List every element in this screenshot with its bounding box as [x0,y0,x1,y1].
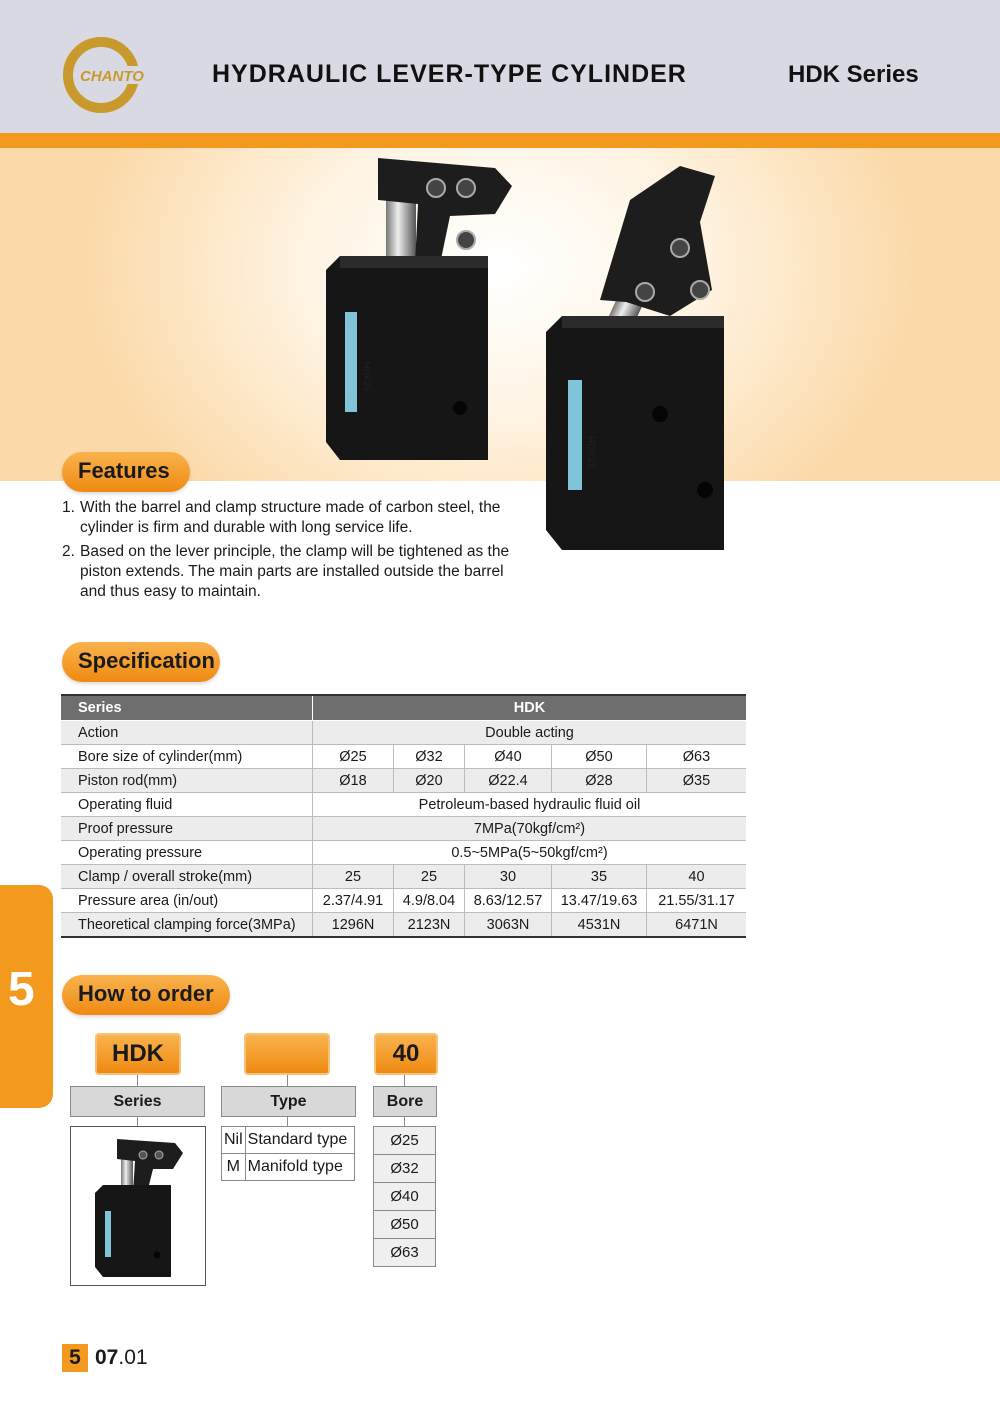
connector-line [287,1075,288,1086]
spec-cell: 21.55/31.17 [647,889,747,913]
bore-option: Ø50 [374,1211,436,1239]
features-heading-pill [62,452,190,492]
spec-row-fluid [61,793,746,817]
spec-row-stroke [61,865,746,889]
spec-row-operating [61,841,746,865]
spec-row-force [61,913,746,938]
spec-cell: Ø28 [552,769,647,793]
hdk32-label: HDK32 [585,436,596,469]
spec-row-label: Operating pressure [61,841,313,865]
type-name: Manifold type [245,1154,354,1181]
connector-line [404,1117,405,1126]
series-label: Series [70,1086,205,1117]
spec-row-label: Operating fluid [61,793,313,817]
type-option-row [222,1154,355,1181]
spec-row-label: Proof pressure [61,817,313,841]
order-heading: How to order [78,981,214,1006]
spec-row-rod [61,769,746,793]
spec-cell: 7MPa(70kgf/cm²) [313,817,747,841]
features-heading: Features [78,458,170,483]
spec-header-value: HDK [313,695,747,721]
type-option-row [222,1127,355,1154]
spec-row-label: Clamp / overall stroke(mm) [61,865,313,889]
spec-cell: Ø35 [647,769,747,793]
spec-row-area [61,889,746,913]
order-heading-pill [62,975,230,1015]
type-code: M [222,1154,246,1181]
spec-cell: Ø32 [394,745,465,769]
bore-option: Ø32 [374,1155,436,1183]
spec-cell: Ø63 [647,745,747,769]
feature-item [62,542,532,602]
connector-line [404,1075,405,1086]
spec-header-row [61,695,746,721]
bore-option: Ø25 [374,1127,436,1155]
hdk32-product-image [540,160,730,554]
type-code: Nil [222,1127,246,1154]
spec-cell: 13.47/19.63 [552,889,647,913]
spec-cell: Ø22.4 [465,769,552,793]
hdk-thumbnail-image [71,1127,205,1285]
spec-cell: 6471N [647,913,747,938]
page-number-major: 07 [95,1346,119,1369]
features-list [62,498,532,606]
header-accent-bar [0,133,1000,148]
spec-cell: 4531N [552,913,647,938]
spec-cell: Ø40 [465,745,552,769]
page-header [0,0,1000,133]
feature-number: 1. [62,499,75,516]
connector-line [137,1117,138,1126]
bore-options-table [373,1126,436,1267]
hdk25-label: HDK25 [362,362,372,392]
spec-cell: 40 [647,865,747,889]
spec-row-proof [61,817,746,841]
specification-heading: Specification [78,648,215,673]
spec-row-action [61,721,746,745]
spec-row-label: Pressure area (in/out) [61,889,313,913]
feature-number: 2. [62,543,75,560]
type-options-table [221,1126,355,1181]
bore-option: Ø40 [374,1183,436,1211]
spec-row-bore [61,745,746,769]
spec-cell: Double acting [313,721,747,745]
page-chapter-box: 5 [62,1344,88,1372]
spec-cell: 3063N [465,913,552,938]
spec-cell: 2123N [394,913,465,938]
chanto-logo-icon [62,36,192,114]
spec-cell: Ø20 [394,769,465,793]
page-title: HYDRAULIC LEVER-TYPE CYLINDER [212,60,687,88]
specification-heading-pill [62,642,220,682]
spec-row-label: Piston rod(mm) [61,769,313,793]
feature-text: Based on the lever principle, the clamp will be tightened as the piston extends. The main parts are installed outside the barrel and thus easy to maintain. [80,543,510,600]
series-product-thumbnail [70,1126,206,1286]
bore-code-box: 40 [374,1033,438,1075]
connector-line [287,1117,288,1126]
bore-option: Ø63 [374,1239,436,1267]
spec-cell: 30 [465,865,552,889]
type-name: Standard type [245,1127,354,1154]
hdk25-product-image [320,152,520,464]
spec-header-label: Series [61,695,313,721]
spec-cell: Ø50 [552,745,647,769]
brand-text: CHANTO [80,68,144,85]
feature-text: With the barrel and clamp structure made of carbon steel, the cylinder is firm and durable with long service life. [80,499,501,536]
page-number-minor: .01 [118,1346,148,1369]
spec-cell: 2.37/4.91 [313,889,394,913]
spec-cell: Petroleum-based hydraulic fluid oil [313,793,747,817]
spec-cell: Ø25 [313,745,394,769]
spec-cell: 35 [552,865,647,889]
spec-cell: 4.9/8.04 [394,889,465,913]
spec-cell: 0.5~5MPa(5~50kgf/cm²) [313,841,747,865]
spec-cell: 25 [313,865,394,889]
series-code-box: HDK [95,1033,181,1075]
spec-cell: 1296N [313,913,394,938]
feature-item [62,498,532,538]
page-number [95,1346,148,1370]
specification-table [61,694,746,938]
type-label: Type [221,1086,356,1117]
type-code-box [244,1033,330,1075]
spec-cell: 8.63/12.57 [465,889,552,913]
spec-row-label: Theoretical clamping force(3MPa) [61,913,313,938]
series-title: HDK Series [788,61,919,88]
spec-cell: 25 [394,865,465,889]
bore-label: Bore [373,1086,437,1117]
chapter-number: 5 [8,963,35,1016]
spec-row-label: Action [61,721,313,745]
connector-line [137,1075,138,1086]
spec-row-label: Bore size of cylinder(mm) [61,745,313,769]
spec-cell: Ø18 [313,769,394,793]
